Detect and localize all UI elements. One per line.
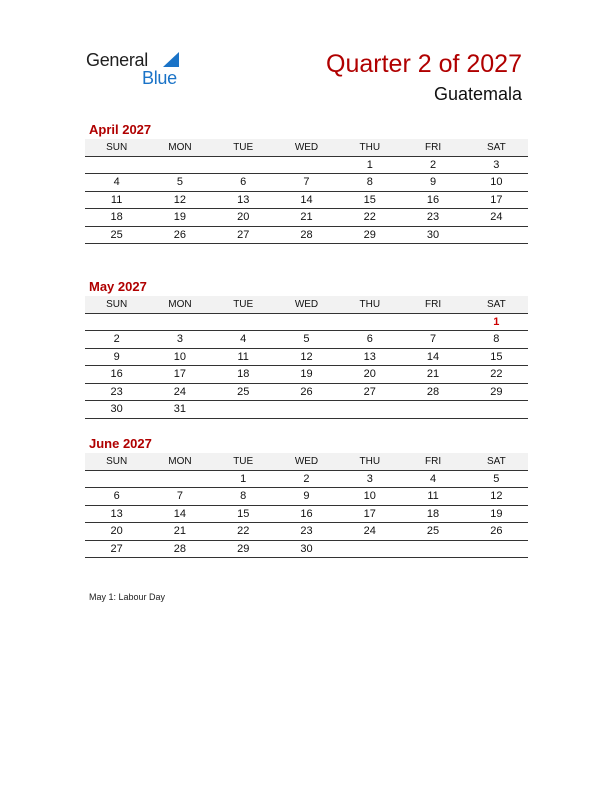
day-cell: 30 — [300, 542, 313, 555]
day-cell: 17 — [363, 507, 376, 520]
day-cell: 4 — [240, 333, 247, 345]
week-row — [85, 209, 528, 227]
weekday-label: FRI — [424, 299, 442, 310]
day-cell: 2 — [429, 158, 437, 171]
day-cell: 9 — [429, 176, 437, 188]
day-cell: 16 — [110, 368, 123, 380]
empty-day-cell — [275, 401, 338, 418]
day-cell: 11 — [427, 490, 439, 502]
day-cell: 10 — [173, 350, 187, 363]
day-cell: 9 — [113, 350, 120, 363]
day-cell: 26 — [173, 228, 187, 241]
empty-day-cell — [85, 157, 148, 174]
day-cell: 5 — [176, 176, 183, 188]
day-cell: 5 — [493, 472, 500, 485]
weekday-label: TUE — [233, 142, 254, 153]
day-cell: 20 — [363, 368, 376, 380]
day-cell: 12 — [490, 490, 503, 502]
weekday-header-row — [85, 139, 528, 157]
weekday-label: SAT — [486, 456, 506, 467]
week-row — [85, 314, 528, 332]
day-cell: 15 — [490, 350, 503, 363]
day-cell: 28 — [173, 542, 187, 555]
day-cell: 3 — [493, 158, 500, 171]
week-row — [85, 471, 528, 489]
day-cell: 25 — [237, 385, 250, 398]
day-cell: 26 — [300, 385, 313, 398]
logo-general-text: General — [86, 50, 148, 70]
day-cell: 16 — [300, 507, 313, 520]
day-cell: 23 — [110, 385, 123, 398]
day-cell: 29 — [237, 542, 250, 555]
day-cell: 8 — [493, 333, 500, 345]
week-row — [85, 541, 528, 559]
weekday-label: SAT — [486, 142, 506, 153]
day-cell: 3 — [176, 333, 183, 345]
month-june — [85, 435, 528, 558]
empty-day-cell — [465, 401, 528, 418]
week-row — [85, 401, 528, 419]
empty-day-cell — [148, 157, 211, 174]
month-title: April 2027 — [89, 122, 152, 137]
weekday-label: MON — [168, 299, 192, 310]
month-april — [85, 121, 528, 244]
week-row — [85, 349, 528, 367]
day-cell: 5 — [303, 333, 310, 345]
day-cell: 21 — [173, 525, 187, 537]
day-cell: 18 — [237, 368, 250, 380]
day-cell: 4 — [113, 176, 120, 188]
day-cell: 13 — [237, 193, 250, 206]
holiday-day-cell: 1 — [493, 315, 500, 328]
day-cell: 21 — [426, 368, 440, 380]
day-cell: 10 — [490, 176, 503, 188]
calendar-grid — [85, 453, 528, 558]
day-cell: 23 — [300, 525, 313, 537]
week-row — [85, 192, 528, 210]
day-cell: 10 — [363, 490, 376, 502]
week-row — [85, 366, 528, 384]
day-cell: 11 — [110, 193, 123, 206]
day-cell: 6 — [240, 176, 247, 188]
empty-day-cell — [275, 157, 338, 174]
day-cell: 6 — [113, 490, 120, 502]
day-cell: 25 — [110, 228, 123, 241]
holiday-note: May 1: Labour Day — [89, 592, 166, 602]
day-cell: 8 — [240, 490, 247, 502]
day-cell: 19 — [490, 507, 503, 520]
day-cell: 14 — [300, 193, 313, 206]
week-row — [85, 157, 528, 175]
day-cell: 7 — [176, 490, 183, 502]
day-cell: 9 — [303, 490, 310, 502]
weekday-label: FRI — [424, 456, 442, 467]
day-cell: 16 — [426, 193, 440, 206]
day-cell: 11 — [237, 350, 249, 363]
week-row — [85, 384, 528, 402]
month-title: June 2027 — [89, 436, 152, 451]
day-cell: 26 — [490, 525, 503, 537]
weekday-label: SAT — [486, 299, 506, 310]
week-row — [85, 523, 528, 541]
empty-day-cell — [465, 227, 528, 244]
day-cell: 2 — [303, 472, 310, 485]
page-title: Quarter 2 of 2027 — [326, 50, 522, 78]
empty-day-cell — [85, 471, 148, 488]
day-cell: 29 — [363, 228, 376, 241]
empty-day-cell — [148, 314, 211, 331]
calendar-grid — [85, 296, 528, 419]
weekday-label: THU — [359, 456, 381, 467]
weekday-label: THU — [359, 299, 381, 310]
day-cell: 25 — [426, 525, 440, 537]
day-cell: 30 — [110, 403, 123, 415]
day-cell: 24 — [173, 385, 187, 398]
weekday-label: WED — [294, 456, 319, 467]
week-row — [85, 227, 528, 245]
day-cell: 7 — [303, 176, 310, 188]
weekday-label: WED — [294, 299, 319, 310]
day-cell: 8 — [366, 176, 373, 188]
weekday-label: WED — [294, 142, 319, 153]
weekday-label: SUN — [106, 299, 128, 310]
day-cell: 18 — [110, 211, 123, 223]
empty-day-cell — [338, 401, 401, 418]
weekday-header-row — [85, 453, 528, 471]
empty-day-cell — [212, 157, 275, 174]
empty-day-cell — [85, 314, 148, 331]
country-name: Guatemala — [433, 84, 522, 104]
weekday-header-row — [85, 296, 528, 314]
calendar-grid — [85, 139, 528, 244]
weekday-label: TUE — [233, 299, 254, 310]
day-cell: 15 — [237, 507, 250, 520]
empty-day-cell — [338, 314, 401, 331]
empty-day-cell — [212, 314, 275, 331]
week-row — [85, 506, 528, 524]
day-cell: 28 — [300, 228, 313, 241]
weekday-label: MON — [168, 142, 192, 153]
empty-day-cell — [148, 471, 211, 488]
day-cell: 20 — [237, 211, 250, 223]
day-cell: 13 — [110, 507, 123, 520]
day-cell: 22 — [490, 368, 503, 380]
day-cell: 22 — [237, 525, 250, 537]
day-cell: 14 — [426, 350, 440, 363]
day-cell: 31 — [173, 403, 187, 415]
day-cell: 17 — [173, 368, 187, 380]
weekday-label: SUN — [106, 142, 128, 153]
day-cell: 6 — [366, 333, 373, 345]
weekday-label: MON — [168, 456, 192, 467]
day-cell: 24 — [363, 525, 376, 537]
empty-day-cell — [465, 541, 528, 558]
week-row — [85, 331, 528, 349]
weekday-label: SUN — [106, 456, 128, 467]
day-cell: 19 — [173, 211, 187, 223]
day-cell: 27 — [110, 542, 123, 555]
empty-day-cell — [212, 401, 275, 418]
week-row — [85, 488, 528, 506]
day-cell: 17 — [490, 193, 503, 206]
day-cell: 18 — [426, 507, 440, 520]
day-cell: 19 — [300, 368, 313, 380]
empty-day-cell — [401, 314, 464, 331]
day-cell: 22 — [363, 211, 376, 223]
day-cell: 15 — [363, 193, 376, 206]
logo — [86, 50, 196, 90]
day-cell: 4 — [429, 472, 437, 485]
empty-day-cell — [338, 541, 401, 558]
day-cell: 12 — [173, 193, 187, 206]
day-cell: 12 — [300, 350, 313, 363]
weekday-label: THU — [359, 142, 381, 153]
day-cell: 28 — [426, 385, 440, 398]
day-cell: 29 — [490, 385, 503, 398]
day-cell: 27 — [237, 228, 250, 241]
day-cell: 27 — [363, 385, 376, 398]
day-cell: 3 — [366, 472, 373, 485]
empty-day-cell — [401, 541, 464, 558]
day-cell: 20 — [110, 525, 123, 537]
empty-day-cell — [275, 314, 338, 331]
day-cell: 7 — [429, 333, 437, 345]
logo-blue-text: Blue — [142, 68, 177, 88]
weekday-label: TUE — [233, 456, 254, 467]
day-cell: 14 — [173, 507, 187, 520]
day-cell: 23 — [426, 211, 440, 223]
day-cell: 1 — [240, 472, 247, 485]
day-cell: 2 — [113, 333, 120, 345]
month-may — [85, 278, 528, 419]
day-cell: 30 — [426, 228, 440, 241]
logo-triangle-icon — [163, 52, 179, 67]
day-cell: 21 — [300, 211, 313, 223]
week-row — [85, 174, 528, 192]
day-cell: 24 — [490, 211, 503, 223]
day-cell: 13 — [363, 350, 376, 363]
empty-day-cell — [401, 401, 464, 418]
weekday-label: FRI — [424, 142, 442, 153]
month-title: May 2027 — [89, 279, 147, 294]
holiday-notes — [89, 592, 165, 602]
day-cell: 1 — [366, 158, 373, 171]
